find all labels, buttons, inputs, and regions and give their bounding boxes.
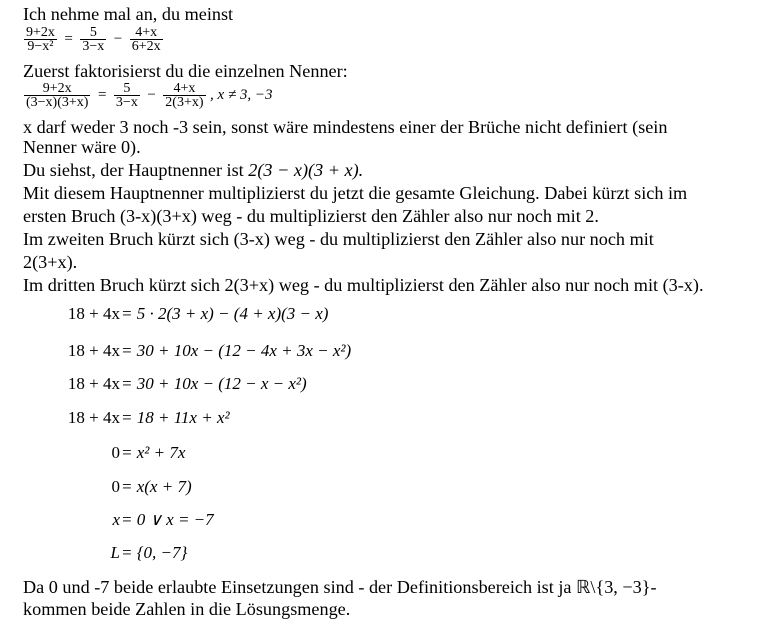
equals-sign: = bbox=[97, 87, 107, 103]
step-lhs: 18 + 4x bbox=[67, 408, 120, 427]
step-rhs: = x(x + 7) bbox=[121, 477, 192, 496]
minus-sign: − bbox=[147, 87, 156, 103]
factored-equation bbox=[23, 82, 273, 109]
conclusion-line1: Da 0 und -7 beide erlaubte Einsetzungen sind - der Definitionsbereich ist ja ℝ\{3, −3}- bbox=[23, 577, 657, 597]
step-row bbox=[30, 443, 450, 465]
fraction-denominator: 3−x bbox=[82, 39, 105, 54]
step-lhs: L bbox=[110, 543, 120, 562]
lhs-fraction bbox=[24, 82, 90, 109]
step-lhs: 0 bbox=[111, 443, 120, 462]
fraction-denominator: 3−x bbox=[115, 95, 138, 110]
second-rhs-fraction bbox=[130, 26, 163, 53]
paragraph-domain-line1: x darf weder 3 noch -3 sein, sonst wäre mindestens einer der Brüche nicht definiert (sein bbox=[23, 117, 668, 137]
step-rhs: = 18 + 11x + x² bbox=[121, 408, 230, 427]
step-lhs: 18 + 4x bbox=[67, 304, 120, 323]
step-rhs: = 30 + 10x − (12 − 4x + 3x − x²) bbox=[121, 341, 352, 360]
fraction-numerator: 9+2x bbox=[24, 82, 90, 96]
equals-sign: = bbox=[64, 31, 73, 47]
second-rhs-fraction bbox=[163, 82, 205, 109]
step-row bbox=[30, 408, 450, 430]
step-rhs: = 0 ∨ x = −7 bbox=[121, 510, 214, 529]
lhs-fraction bbox=[24, 26, 57, 53]
step-row bbox=[30, 374, 450, 396]
paragraph-second-fraction-line2: 2(3+x). bbox=[23, 252, 78, 272]
step-rhs: = {0, −7} bbox=[121, 543, 188, 562]
paragraph-third-fraction-line1: Im dritten Bruch kürzt sich 2(3+x) weg - du multiplizierst den Zähler also nur noch mit (3-x). bbox=[23, 275, 704, 295]
first-rhs-fraction bbox=[114, 82, 140, 109]
step-row bbox=[30, 341, 450, 363]
step-row bbox=[30, 477, 450, 499]
first-rhs-fraction bbox=[80, 26, 106, 53]
fraction-numerator: 4+x bbox=[130, 26, 163, 40]
paragraph-multiply-line1: Mit diesem Hauptnenner multiplizierst du jetzt die gesamte Gleichung. Dabei kürzt sich im bbox=[23, 183, 688, 203]
fraction-numerator: 5 bbox=[80, 26, 106, 40]
step-lhs: 0 bbox=[111, 477, 120, 496]
step-row bbox=[30, 304, 450, 326]
intro-text: Ich nehme mal an, du meinst bbox=[23, 4, 234, 24]
step-lhs: 18 + 4x bbox=[67, 374, 120, 393]
fraction-numerator: 9+2x bbox=[26, 25, 55, 40]
fraction-denominator: 6+2x bbox=[131, 39, 161, 54]
fraction-denominator: 9−x² bbox=[27, 39, 54, 54]
fraction-numerator: 5 bbox=[114, 82, 140, 96]
fraction-denominator: 2(3+x) bbox=[165, 95, 204, 110]
hauptnenner-text: Du siehst, der Hauptnenner ist bbox=[23, 160, 244, 180]
paragraph-domain-line2: Nenner wäre 0). bbox=[23, 137, 141, 157]
factor-text: Zuerst faktorisierst du die einzelnen Nenner: bbox=[23, 61, 348, 81]
domain-condition: , x ≠ 3, −3 bbox=[210, 87, 273, 103]
step-rhs: = 5 · 2(3 + x) − (4 + x)(3 − x) bbox=[121, 304, 329, 323]
fraction-denominator: (3−x)(3+x) bbox=[26, 95, 89, 110]
original-equation bbox=[23, 26, 164, 53]
paragraph-second-fraction-line1: Im zweiten Bruch kürzt sich (3-x) weg - du multiplizierst den Zähler also nur noch mit bbox=[23, 229, 654, 249]
paragraph-multiply-line2: ersten Bruch (3-x)(3+x) weg - du multiplizierst den Zähler also nur noch mit 2. bbox=[23, 206, 599, 226]
step-lhs: 18 + 4x bbox=[67, 341, 120, 360]
step-lhs: x bbox=[112, 510, 120, 529]
step-row bbox=[30, 543, 450, 565]
step-rhs: = x² + 7x bbox=[121, 443, 186, 462]
conclusion-line2: kommen beide Zahlen in die Lösungsmenge. bbox=[23, 599, 351, 619]
step-rhs: = 30 + 10x − (12 − x − x²) bbox=[121, 374, 307, 393]
step-row bbox=[30, 510, 450, 532]
hauptnenner-expression: 2(3 − x)(3 + x). bbox=[248, 160, 364, 180]
hauptnenner-sentence bbox=[23, 160, 363, 180]
fraction-numerator: 4+x bbox=[163, 82, 205, 96]
minus-sign: − bbox=[113, 31, 123, 47]
